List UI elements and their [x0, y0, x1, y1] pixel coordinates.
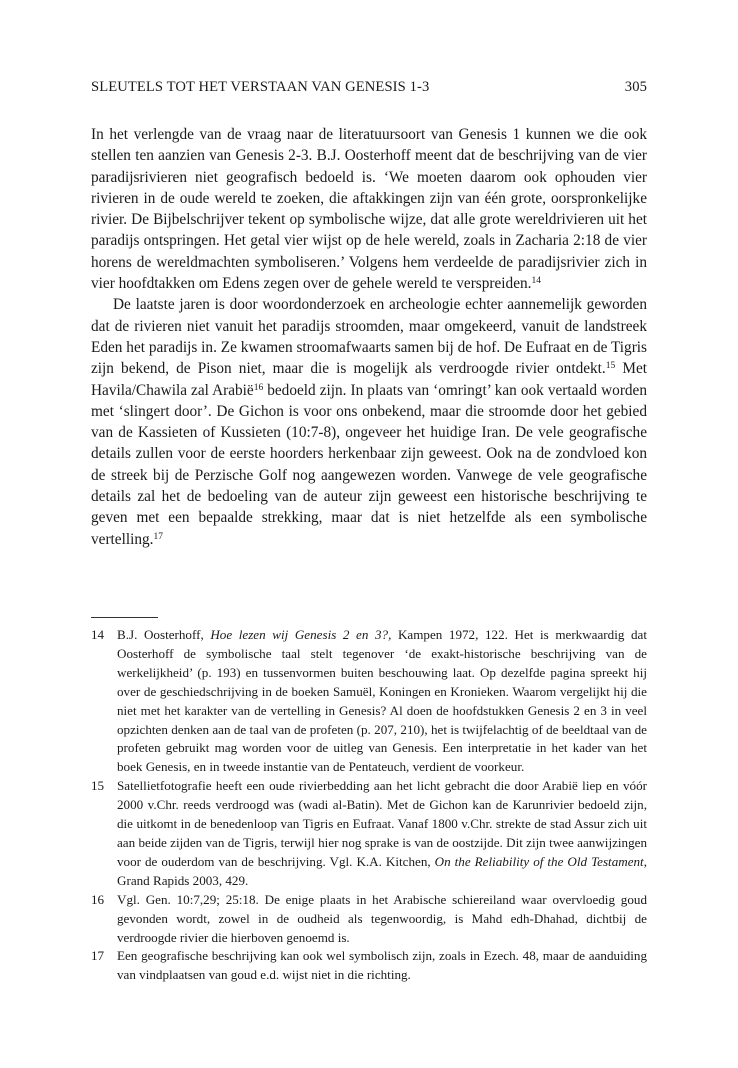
footnote-ref-15[interactable]: 15	[605, 361, 616, 372]
paragraph-2-text-a: De laatste jaren is door woordonderzoek en archeologie echter aannemelijk geworden dat de rivieren niet vanuit het paradijs stroomden, maar omgekeerd, vanuit de landstreek Eden het paradijs in. Ze kwamen stroomafwaarts samen bij de hof. De Eufraat en de Tigris zijn bekend, de Pison niet, maar die is mogelijk als verdroogde rivier ontdekt.	[91, 296, 647, 378]
footnote-number: 16	[91, 891, 105, 907]
footnote-text: , Grand Rapids 2003, 429.	[117, 853, 647, 888]
footnote-text: B.J. Oosterhoff,	[117, 627, 211, 642]
paragraph-2-text-b: Met Havila/Chawila zal Arabië	[91, 360, 647, 399]
paragraph-1-text: In het verlengde van de vraag naar de literatuursoort van Genesis 1 kunnen we die ook stellen ten aanzien van Genesis 2-3. B.J. Oosterhoff meent dat de beschrijving van de vier paradijsrivieren niet geografisch bedoeld is. ‘We moeten daarom ook ophouden vier rivieren in de oude wereld te zoeken, die aftakkingen zijn van één grote, oorspronkelijke rivier. De Bijbelschrijver tekent op symbolische wijze, dat alle grote wereldrivieren uit het paradijs ontspringen. Het getal vier wijst op de hele wereld, zoals in Zacharia 2:18 de vier horens de wereldmachten symboliseren.’ Volgens hem verdeelde de paradijsrivier zich in vier hoofdtakken om Edens zegen over de gehele wereld te verspreiden.	[91, 126, 647, 293]
footnotes	[91, 626, 647, 985]
footnote-number: 17	[91, 948, 105, 964]
paragraph-2-text-c: bedoeld zijn. In plaats van ‘omringt’ kan ook vertaald worden met ‘slingert door’. De Gichon is voor ons onbekend, maar die stroomde door het gebied van de Kassieten of Kussieten (10:7-8), ongeveer het huidige Iran. De vele geografische details zullen voor de eerste hoorders herkenbaar zijn geweest. Ook na de zondvloed kon de streek bij de Perzische Golf nog aangewezen worden. Vanwege de vele geografische details zal het de bedoeling van de auteur zijn geweest een historische beschrijving te geven met een bepaalde strekking, maar dat is niet hetzelfde als een symbolische vertelling.	[91, 381, 647, 548]
paragraph-1	[91, 124, 647, 294]
footnote-number: 14	[91, 627, 105, 642]
footnote-14	[91, 626, 647, 777]
footnote-ref-17[interactable]: 17	[153, 531, 163, 542]
footnote-text: Vgl. Gen. 10:7,29; 25:18. De enige plaats in het Arabische schiereiland waar overvloedig goud gevonden wordt, zowel in de oudheid als tegenwoordig, is Mahd edh-Dhahad, dichtbij de verdroogde rivier die hierboven genoemd is.	[117, 891, 647, 945]
paragraph-2	[91, 294, 647, 550]
footnote-text: , Kampen 1972, 122. Het is merkwaardig dat Oosterhoff de symbolische taal stelt tegenover ‘de exakt-historische beschrijving van de werkelijkheid’ (p. 193) en tussenvormen buiten beschouwing laat. Op dezelfde pagina spreekt hij over de geschiedschrijving in de boeken Samuël, Koningen en Kronieken. Waarom vergelijkt hij die niet met het karakter van de vertelling in Genesis? Al doen de hoofdstukken Genesis 2 en 3 in veel opzichten denken aan de taal van de profeten (p. 207, 210), het is twijfelachtig of de beeldtaal van de profeten gebruikt mag worden voor de uitleg van Genesis. Een interpretatie in het kader van het boek Genesis, en in tweede instantie van de Pentateuch, verdient de voorkeur.	[117, 627, 647, 775]
footnote-16	[91, 891, 647, 948]
running-title: SLEUTELS TOT HET VERSTAAN VAN GENESIS 1-3	[91, 79, 430, 95]
footnote-text: Satellietfotografie heeft een oude rivierbedding aan het licht gebracht die door Arabië liep en vóór 2000 v.Chr. reeds verdroogd was (wadi al-Batin). Met de Gichon kan de Karunrivier bedoeld zijn, die uitkomt in de benedenloop van Tigris en Eufraat. Vanaf 1800 v.Chr. strekte de stad Assur zich uit aan beide zijden van de Tigris, terwijl hier nog sprake is van de oostzijde. Dit zijn twee aanwijzingen voor de ouderdom van de beschrijving. Vgl. K.A. Kitchen,	[117, 778, 647, 869]
footnote-ref-16[interactable]: 16	[253, 382, 264, 393]
footnote-17	[91, 947, 647, 985]
footnote-separator	[91, 617, 158, 618]
footnote-number: 15	[91, 778, 105, 794]
footnote-text: Een geografische beschrijving kan ook wel symbolisch zijn, zoals in Ezech. 48, maar de aanduiding van vindplaatsen van goud e.d. wijst niet in die richting.	[117, 948, 647, 983]
book-title: Hoe lezen wij Genesis 2 en 3?	[210, 627, 389, 642]
page-number: 305	[624, 79, 647, 95]
book-title: On the Reliability of the Old Testament	[434, 853, 644, 869]
running-header	[91, 79, 647, 96]
main-text	[91, 124, 647, 550]
footnote-ref-14[interactable]: 14	[531, 276, 541, 287]
footnote-15	[91, 777, 647, 890]
